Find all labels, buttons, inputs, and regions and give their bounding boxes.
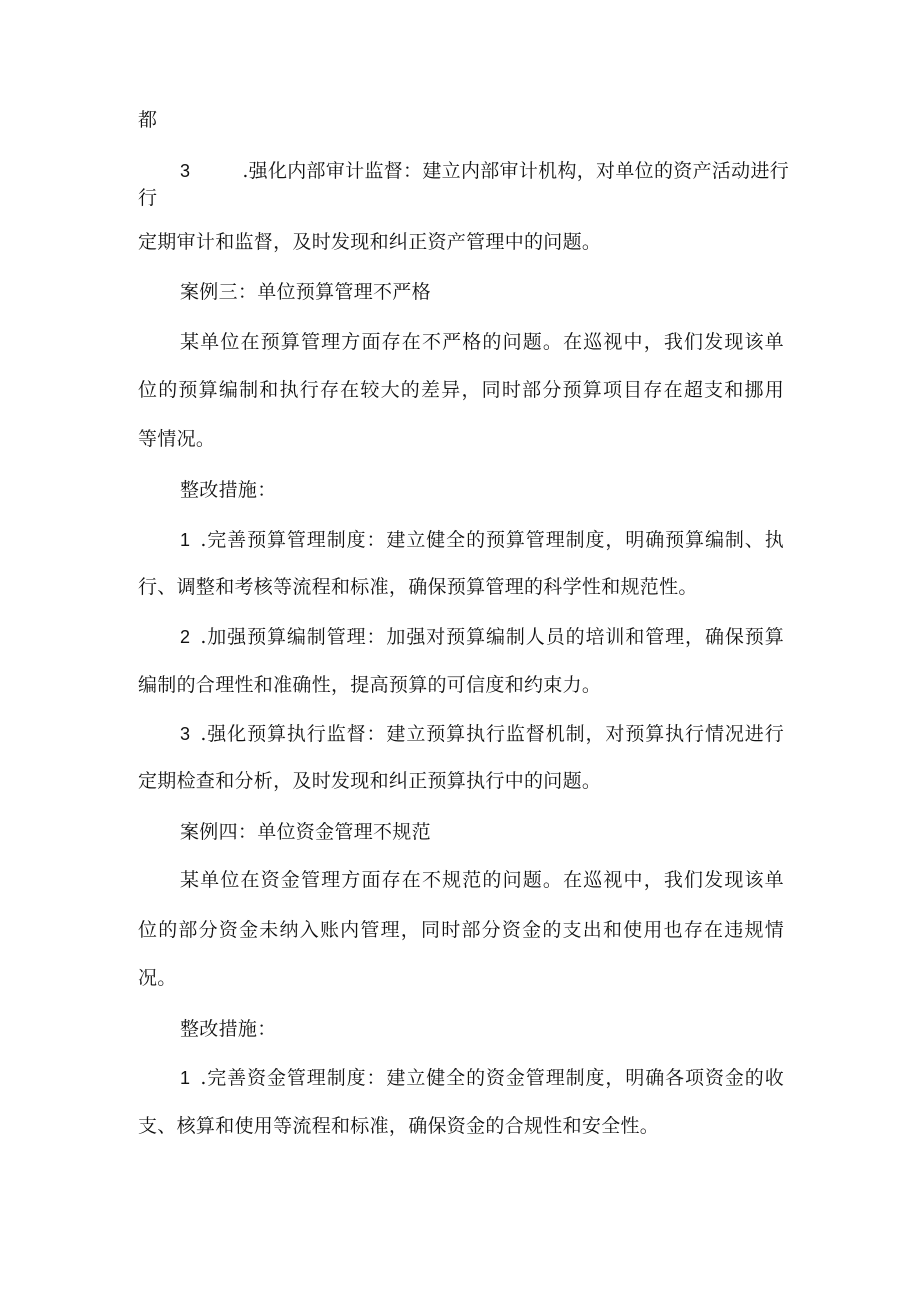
item-text: .完善预算管理制度：建立健全的预算管理制度，明确预算编制、执 [200,529,784,551]
text-line: 定期检查和分析，及时发现和纠正预算执行中的问题。 [138,770,602,792]
item-text: .加强预算编制管理：加强对预算编制人员的培训和管理，确保预算 [200,626,784,648]
section-heading: 案例四：单位资金管理不规范 [180,821,431,843]
item-text: .完善资金管理制度：建立健全的资金管理制度，明确各项资金的收 [200,1067,784,1089]
item-number: 1 [180,530,191,550]
text-line: 况。 [138,967,177,989]
item-number: 2 [180,627,191,647]
text-line: 行 [138,187,158,209]
text-line: 等情况。 [138,428,216,450]
text-line: 位的部分资金未纳入账内管理，同时部分资金的支出和使用也存在违规情 [138,919,784,941]
text-line: 位的预算编制和执行存在较大的差异，同时部分预算项目存在超支和挪用 [138,379,784,401]
numbered-item [180,159,790,183]
text-line: 编制的合理性和准确性，提高预算的可信度和约束力。 [138,674,602,696]
item-text: .强化内部审计监督：建立内部审计机构，对单位的资产活动进行 [242,160,790,182]
item-number: 1 [180,1068,191,1088]
text-line: 行、调整和考核等流程和标准，确保预算管理的科学性和规范性。 [138,576,698,598]
section-heading: 整改措施： [180,1018,277,1040]
numbered-item [180,1066,784,1090]
numbered-item [180,625,784,649]
item-number: 3 [180,724,191,744]
item-text: .强化预算执行监督：建立预算执行监督机制，对预算执行情况进行 [200,723,784,745]
section-heading: 整改措施： [180,479,277,501]
text-line: 支、核算和使用等流程和标准，确保资金的合规性和安全性。 [138,1115,660,1137]
numbered-item [180,722,784,746]
text-line: 某单位在预算管理方面存在不严格的问题。在巡视中，我们发现该单 [180,331,784,353]
text-line: 某单位在资金管理方面存在不规范的问题。在巡视中，我们发现该单 [180,869,784,891]
text-line: 都 [138,109,158,131]
text-line: 定期审计和监督，及时发现和纠正资产管理中的问题。 [138,231,602,253]
item-number: 3 [180,161,191,181]
numbered-item [180,528,784,552]
section-heading: 案例三：单位预算管理不严格 [180,281,431,303]
